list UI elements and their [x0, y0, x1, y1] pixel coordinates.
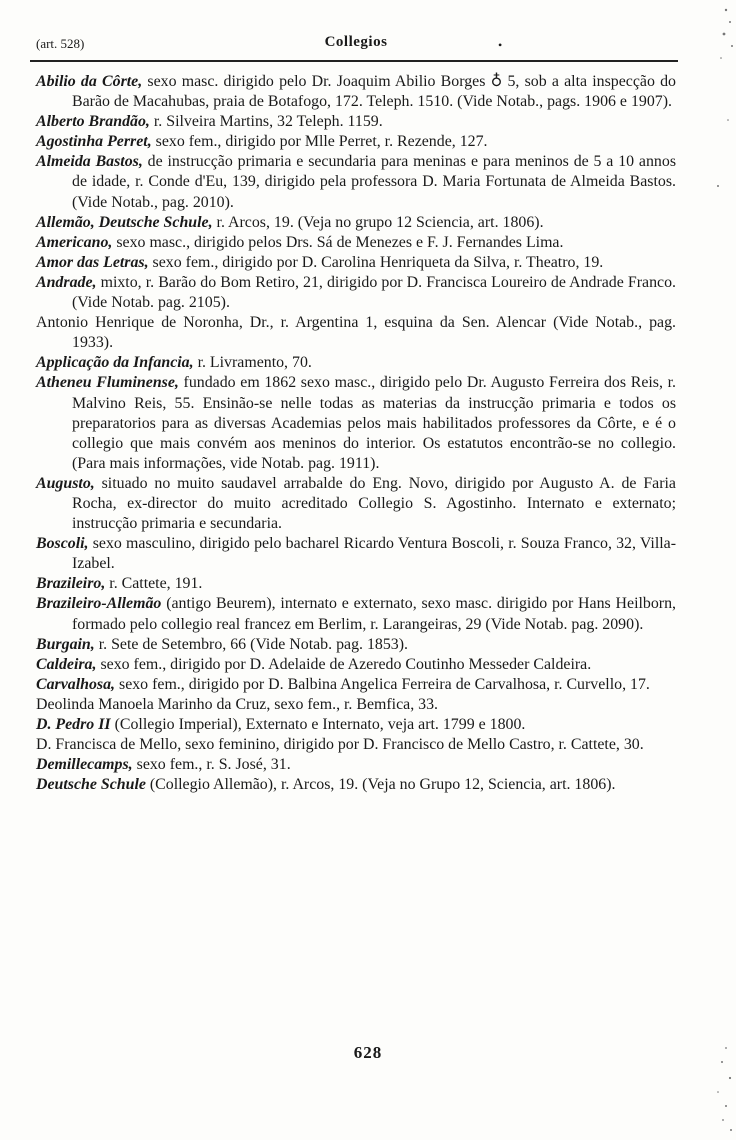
directory-entry	[36, 313, 676, 353]
entry-text: sexo fem., r. S. José, 31.	[132, 756, 291, 774]
page-number: 628	[353, 1043, 383, 1062]
entry-text: r. Livramento, 70.	[193, 354, 312, 372]
entry-text: fundado em 1862 sexo masc., dirigido pelo Dr. Augusto Ferreira dos Reis, r. Malvino Reis, 55. Ensinão-se nelle todas as materias da instrucção primaria e todos os preparatorios para as diversas Academias pelos mais habilitados professores da Côrte, e é o collegio que mais convém aos meninos do interior. Os estatutos encontrão-se no collegio. (Para mais informações, vide Notab. pag. 1911).	[72, 374, 677, 472]
entry-name: Allemão, Deutsche Schule,	[36, 213, 213, 231]
entry-text: mixto, r. Barão do Bom Retiro, 21, dirigido por D. Francisca Loureiro de Andrade Franco. (Vide Notab. pag. 2105).	[72, 273, 676, 312]
directory-entry	[36, 655, 676, 675]
directory-entry	[36, 675, 676, 695]
entry-text: de instrucção primaria e secundaria para meninas e para meninos de 5 a 10 annos de idade, r. Conde d'Eu, 139, dirigido pela professora D. Maria Fortunata de Almeida Bastos. (Vide Notab., pag. 2010).	[72, 153, 677, 211]
entry-text: r. Sete de Setembro, 66 (Vide Notab. pag. 1853).	[94, 635, 409, 653]
entry-text: sexo masc., dirigido pelos Drs. Sá de Menezes e F. J. Fernandes Lima.	[112, 233, 564, 251]
entry-name: Agostinha Perret,	[36, 133, 152, 151]
directory-entry	[36, 474, 676, 534]
entry-text: Deolinda Manoela Marinho da Cruz, sexo fem., r. Bemfica, 33.	[36, 695, 439, 713]
directory-entry	[36, 273, 676, 313]
entry-name: Augusto,	[36, 474, 95, 492]
entry-text: sexo fem., dirigido por Mlle Perret, r. Rezende, 127.	[151, 133, 488, 151]
directory-entry	[36, 112, 676, 132]
directory-entry	[36, 715, 676, 735]
page-header	[36, 36, 676, 58]
entry-name: Alberto Brandão,	[36, 113, 150, 131]
directory-entry	[36, 152, 676, 212]
entry-text: sexo masculino, dirigido pelo bacharel Ricardo Ventura Boscoli, r. Souza Franco, 32, Villa-Izabel.	[72, 535, 676, 573]
directory-entry	[36, 373, 676, 473]
entry-list	[36, 72, 676, 795]
entry-text: situado no muito saudavel arrabalde do Eng. Novo, dirigido por Augusto A. de Faria Rocha, ex-director do muito acreditado Collegio S. Agostinho. Internato e externato; instrucção primaria e secundaria.	[72, 474, 676, 533]
entry-name: Brazileiro,	[36, 575, 106, 593]
directory-entry	[36, 775, 676, 795]
entry-text: r. Cattete, 191.	[105, 575, 203, 593]
directory-entry	[36, 574, 676, 594]
entry-name: Brazileiro-Allemão	[36, 595, 162, 613]
entry-text: r. Arcos, 19. (Veja no grupo 12 Sciencia, art. 1806).	[212, 213, 544, 231]
directory-entry	[36, 233, 676, 253]
entry-name: D. Pedro II	[36, 716, 111, 733]
entry-name: Abilio da Côrte,	[36, 73, 143, 90]
entry-text: Antonio Henrique de Noronha, Dr., r. Argentina 1, esquina da Sen. Alencar (Vide Notab., pag. 1933).	[36, 314, 676, 352]
directory-entry	[36, 594, 676, 634]
entry-name: Caldeira,	[36, 655, 97, 673]
directory-entry	[36, 132, 676, 152]
entry-name: Deutsche Schule	[36, 776, 146, 794]
entry-text: sexo fem., dirigido por D. Carolina Henriqueta da Silva, r. Theatro, 19.	[148, 253, 604, 271]
entry-text: r. Silveira Martins, 32 Teleph. 1159.	[149, 113, 383, 131]
directory-entry	[36, 213, 676, 233]
entry-name: Atheneu Fluminense,	[36, 374, 179, 392]
section-title: Collegios	[324, 34, 388, 50]
entry-name: Americano,	[36, 233, 113, 251]
entry-name: Amor das Letras,	[36, 253, 149, 271]
directory-entry	[36, 353, 676, 373]
page-edge-specks	[696, 0, 736, 1140]
entry-name: Carvalhosa,	[36, 675, 116, 693]
entry-text: (Collegio Allemão), r. Arcos, 19. (Veja no Grupo 12, Sciencia, art. 1806).	[145, 776, 616, 794]
entry-text: sexo fem., dirigido por D. Adelaide de Azeredo Coutinho Messeder Caldeira.	[96, 655, 592, 673]
entry-text: sexo masc. dirigido pelo Dr. Joaquim Abilio Borges ♁ 5, sob a alta inspecção do Barão de Macahubas, praia de Botafogo, 172. Teleph. 1510. (Vide Notab., pags. 1906 e 1907).	[72, 73, 676, 111]
entry-text: (Collegio Imperial), Externato e Internato, veja art. 1799 e 1800.	[110, 716, 526, 733]
entry-name: Almeida Bastos,	[36, 153, 143, 171]
entry-name: Andrade,	[36, 273, 97, 291]
directory-entry	[36, 534, 676, 574]
header-rule	[30, 60, 678, 62]
directory-entry	[36, 755, 676, 775]
article-reference: (art. 528)	[36, 36, 85, 51]
entry-name: Burgain,	[36, 635, 95, 653]
directory-entry	[36, 253, 676, 273]
ink-dot: •	[498, 38, 503, 52]
entry-name: Applicação da Infancia,	[36, 354, 194, 372]
directory-entry	[36, 695, 676, 715]
directory-entry	[36, 635, 676, 655]
directory-entry	[36, 72, 676, 112]
entry-name: Boscoli,	[36, 535, 89, 553]
entry-text: sexo fem., dirigido por D. Balbina Angelica Ferreira de Carvalhosa, r. Curvello, 17.	[115, 675, 650, 693]
entry-text: (antigo Beurem), internato e externato, sexo masc. dirigido por Hans Heilborn, formado pelo collegio real francez em Berlim, r. Larangeiras, 29 (Vide Notab. pag. 2090).	[72, 595, 676, 633]
entry-name: Demillecamps,	[36, 756, 133, 774]
directory-entry	[36, 735, 676, 755]
entry-text: D. Francisca de Mello, sexo feminino, dirigido por D. Francisco de Mello Castro, r. Cattete, 30.	[36, 736, 644, 754]
